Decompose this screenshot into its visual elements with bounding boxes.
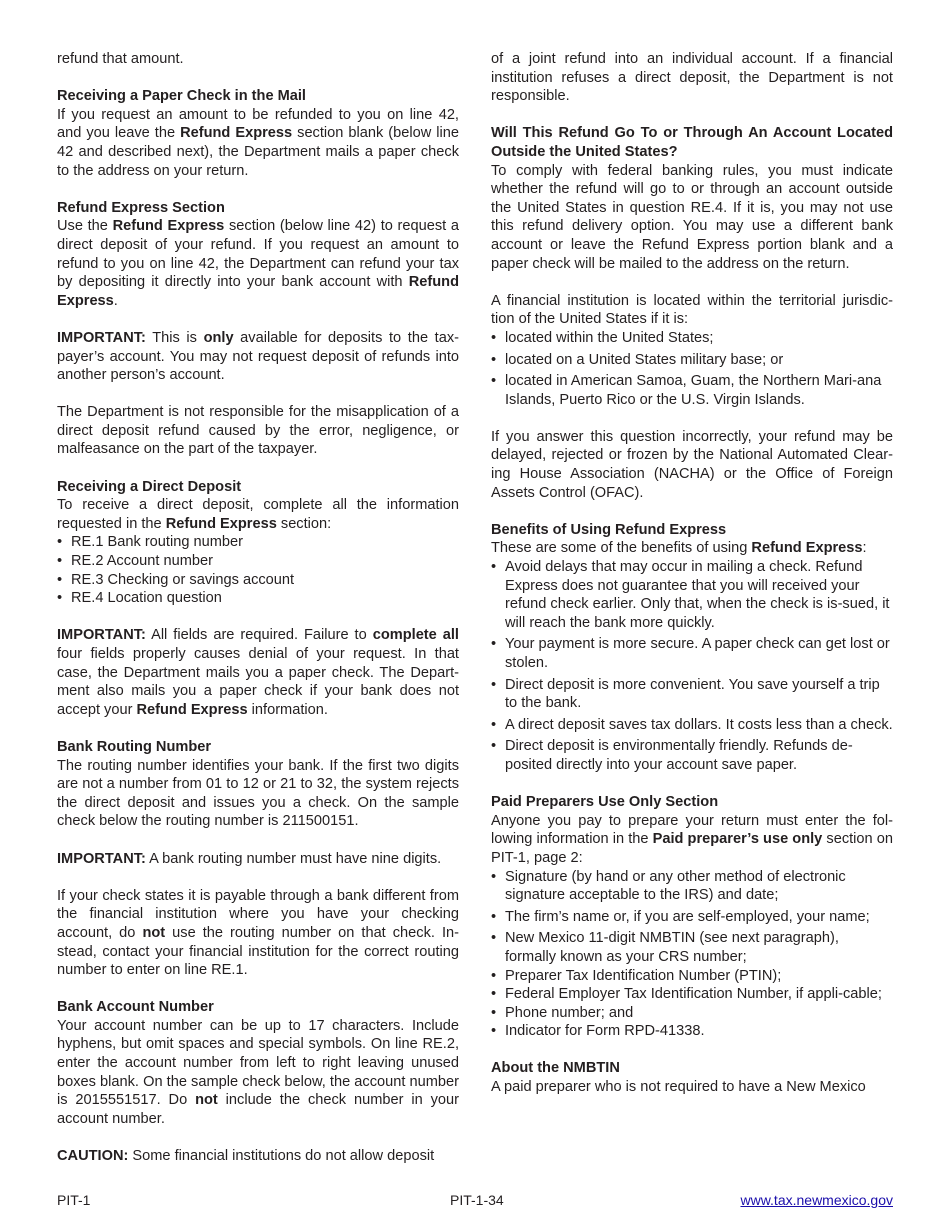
paragraph: Use the Refund Express section (below line 42) to request a direct deposit of your refund. If you request an amount to refund to you on line 42, the Department can refund your tax by depositing it directly into your bank account with Refund Express. — [57, 218, 459, 309]
important-note: IMPORTANT: A bank routing number must have nine digits. — [57, 850, 442, 867]
list-item: • Signature (by hand or any other method of electronic signature acceptable to the IRS) and date; — [491, 868, 893, 905]
section-heading-paper-check: Receiving a Paper Check in the Mail — [57, 88, 306, 105]
list-item: • located on a United States military base; or — [491, 351, 893, 370]
list-item: • RE.3 Checking or savings account — [57, 571, 459, 590]
footer-website-link[interactable]: www.tax.newmexico.gov — [740, 1192, 893, 1208]
section-heading-benefits: Benefits of Using Refund Express — [491, 521, 727, 538]
paragraph: A paid preparer who is not required to have a New Mexico — [491, 1079, 866, 1096]
list-item: • Direct deposit is environmentally friendly. Refunds de-posited directly into your account save paper. — [491, 737, 893, 774]
important-note: IMPORTANT: This is only available for deposits to the tax-payer’s account. You may not request deposit of refunds into another person’s account. — [57, 329, 459, 384]
paragraph: Anyone you pay to prepare your return must enter the fol-lowing information in the Paid preparer’s use only section on PIT-1, page 2: — [491, 812, 893, 866]
footer-form-id: PIT-1 — [57, 1192, 91, 1208]
section-heading-account-number: Bank Account Number — [57, 999, 214, 1016]
paragraph: If your check states it is payable through a bank different from the financial institution where you have your checking account, do not use the routing number on that check. In-stead, contact your financial institution for the correct routing number to enter on line RE.1. — [57, 887, 459, 979]
bullet-list — [491, 558, 893, 775]
paragraph: To comply with federal banking rules, you must indicate whether the refund will go to or through an account outside the United States in question RE.4. If it is, you may not use this refund delivery option. You may use a different bank account or leave the Refund Express portion blank and a paper check will be mailed to the address on the return. — [491, 162, 893, 272]
paragraph: of a joint refund into an individual account. If a financial institution refuses a direct deposit, the Department is not responsible. — [491, 51, 893, 105]
paragraph: The routing number identifies your bank. If the first two digits are not a number from 01 to 12 or 21 to 32, the system rejects the direct deposit and issues you a check. On the sample check below the routing number is 211500151. — [57, 757, 459, 830]
section-heading-direct-deposit: Receiving a Direct Deposit — [57, 478, 242, 495]
list-item: • located in American Samoa, Guam, the Northern Mari-ana Islands, Puerto Rico or the U.S. Virgin Islands. — [491, 372, 893, 409]
list-item: • The firm’s name or, if you are self-employed, your name; — [491, 908, 893, 927]
section-heading-routing-number: Bank Routing Number — [57, 738, 212, 755]
paragraph: If you answer this question incorrectly, your refund may be delayed, rejected or frozen by the National Automated Clear-ing House Association (NACHA) or the Office of Foreign Assets Control (OFAC). — [491, 428, 893, 501]
right-column — [491, 50, 893, 1097]
paragraph: refund that amount. — [57, 51, 184, 67]
paragraph: These are some of the benefits of using Refund Express: — [491, 540, 867, 557]
caution-note: CAUTION: Some financial institutions do not allow deposit — [57, 1148, 435, 1165]
list-item: • located within the United States; — [491, 329, 893, 348]
bullet-list — [491, 868, 893, 1041]
list-item: • Preparer Tax Identification Number (PTIN); — [491, 967, 893, 986]
paragraph: To receive a direct deposit, complete all the information requested in the Refund Express section: — [57, 497, 459, 532]
important-note: IMPORTANT: All fields are required. Failure to complete all four fields properly causes denial of your request. In that case, the Department mails you a paper check. The Depart-ment also mails you a paper check if your bank does not accept your Refund Express information. — [57, 627, 459, 718]
section-heading-refund-express: Refund Express Section — [57, 199, 225, 216]
list-item: • Your payment is more secure. A paper check can get lost or stolen. — [491, 635, 893, 672]
section-heading-paid-preparers: Paid Preparers Use Only Section — [491, 794, 719, 811]
list-item: • Direct deposit is more convenient. You save yourself a trip to the bank. — [491, 676, 893, 713]
bullet-list — [57, 533, 459, 607]
paragraph: A financial institution is located within the territorial jurisdic-tion of the United States if it is: — [491, 292, 893, 328]
bullet-list — [491, 329, 893, 409]
section-heading-outside-us: Will This Refund Go To or Through An Account Located Outside the United States? — [491, 125, 893, 160]
paragraph: The Department is not responsible for the misapplication of a direct deposit refund caused by the error, negligence, or malfeasance on the part of the taxpayer. — [57, 404, 459, 458]
list-item: • RE.2 Account number — [57, 552, 459, 571]
list-item: • A direct deposit saves tax dollars. It costs less than a check. — [491, 716, 893, 735]
paragraph: Your account number can be up to 17 characters. Include hyphens, but omit spaces and special symbols. On line RE.2, enter the account number from left to right leaving unused boxes blank. On the sample check below, the account number is 2015551517. Do not include the check number in your account number. — [57, 1017, 459, 1127]
left-column — [57, 50, 459, 1166]
list-item: • Avoid delays that may occur in mailing a check. Refund Express does not guarantee that you will received your refund check earlier. Only that, when the check is is-sued, it will reach the bank more quickly. — [491, 558, 893, 632]
list-item: • Federal Employer Tax Identification Number, if appli-cable; — [491, 985, 893, 1004]
list-item: • Phone number; and — [491, 1004, 893, 1023]
list-item: • Indicator for Form RPD-41338. — [491, 1022, 893, 1041]
list-item: • RE.1 Bank routing number — [57, 533, 459, 552]
list-item: • RE.4 Location question — [57, 589, 459, 608]
footer-page-number: PIT-1-34 — [450, 1192, 504, 1208]
paragraph: If you request an amount to be refunded to you on line 42, and you leave the Refund Express section blank (below line 42 and described next), the Department mails a paper check to the address on your return. — [57, 106, 459, 179]
section-heading-nmbtin: About the NMBTIN — [491, 1060, 620, 1077]
list-item: • New Mexico 11-digit NMBTIN (see next paragraph), formally known as your CRS number; — [491, 929, 893, 966]
